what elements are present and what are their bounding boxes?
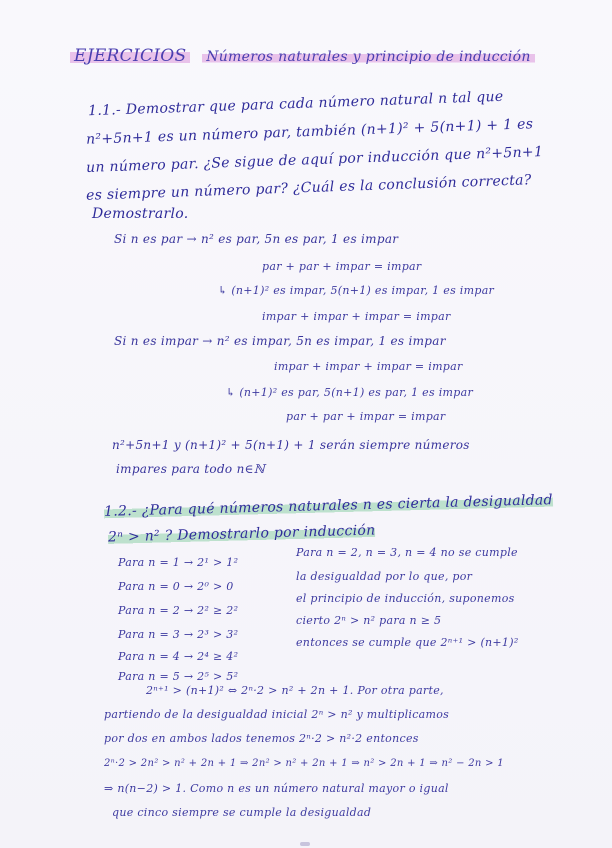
ex2-right-1: Para n = 2, n = 3, n = 4 no se cumple	[296, 546, 518, 559]
ex1-work-4: impar + impar + impar = impar	[262, 310, 451, 323]
ex2-statement-2: 2ⁿ > n² ? Demostrarlo por inducción	[107, 522, 376, 546]
page-mark	[300, 842, 310, 846]
ex1-line-2: n²+5n+1 es un número par, también (n+1)² + 5(n+1) + 1 es	[85, 116, 534, 148]
page-heading	[70, 46, 535, 66]
ex2-proof-4: 2ⁿ·2 > 2n² > n² + 2n + 1 ⇒ 2n² > n² + 2n + 1 ⇒ n² > 2n + 1 ⇒ n² − 2n > 1	[104, 758, 504, 769]
ex2-case-6: Para n = 5 → 2⁵ > 5²	[118, 670, 239, 683]
ex1-work-3: ↳ (n+1)² es impar, 5(n+1) es impar, 1 es impar	[218, 284, 495, 297]
ex2-right-2: la desigualdad por lo que, por	[296, 570, 473, 583]
ex2-case-4: Para n = 3 → 2³ > 3²	[118, 628, 239, 641]
ex1-work-1: Si n es par → n² es par, 5n es par, 1 es impar	[114, 232, 399, 246]
ex1-work-2: par + par + impar = impar	[262, 260, 422, 273]
ex2-proof-5: ⇒ n(n−2) > 1. Como n es un número natural mayor o igual	[104, 782, 449, 795]
ex1-work-6: impar + impar + impar = impar	[274, 360, 463, 373]
ex2-right-4: cierto 2ⁿ > n² para n ≥ 5	[296, 614, 442, 627]
ex1-work-7: ↳ (n+1)² es par, 5(n+1) es par, 1 es impar	[226, 386, 474, 399]
heading-label: EJERCICIOS	[70, 46, 190, 66]
ex2-proof-3: por dos en ambos lados tenemos 2ⁿ·2 > n²·2 entonces	[104, 732, 419, 745]
ex1-line-3: un número par. ¿Se sigue de aquí por inducción que n²+5n+1	[85, 144, 544, 176]
ex1-line-5: Demostrarlo.	[92, 206, 189, 222]
ex2-proof-1: 2ⁿ⁺¹ > (n+1)² ⇔ 2ⁿ·2 > n² + 2n + 1. Por otra parte,	[146, 684, 444, 697]
ex2-case-2: Para n = 0 → 2⁰ > 0	[118, 580, 234, 593]
ex1-work-8: par + par + impar = impar	[286, 410, 446, 423]
ex2-case-3: Para n = 2 → 2² ≥ 2²	[118, 604, 239, 617]
ex2-case-1: Para n = 1 → 2¹ > 1²	[118, 556, 239, 569]
ex2-proof-2: partiendo de la desigualdad inicial 2ⁿ > n² y multiplicamos	[104, 708, 450, 721]
ex2-line-2	[108, 523, 376, 546]
ex2-right-5: entonces se cumple que 2ⁿ⁺¹ > (n+1)²	[296, 636, 519, 649]
ex2-line-1	[104, 492, 553, 520]
ex2-right-3: el principio de inducción, suponemos	[296, 592, 515, 605]
ex2-case-5: Para n = 4 → 2⁴ ≥ 4²	[118, 650, 239, 663]
heading-topic: Números naturales y principio de inducción	[202, 49, 535, 65]
ex2-statement-1: 1.2.- ¿Para qué números naturales n es cierta la desigualdad	[103, 492, 554, 520]
ex1-work-9: n²+5n+1 y (n+1)² + 5(n+1) + 1 serán siempre números	[112, 438, 470, 452]
ex1-work-10: impares para todo n∈ℕ	[116, 462, 266, 476]
ex1-line-4: es siempre un número par? ¿Cuál es la conclusión correcta?	[85, 172, 532, 204]
ex1-line-1: 1.1.- Demostrar que para cada número natural n tal que	[87, 88, 504, 120]
ex1-work-5: Si n es impar → n² es impar, 5n es impar, 1 es impar	[114, 334, 446, 348]
ex2-proof-6: que cinco siempre se cumple la desigualdad	[112, 806, 372, 819]
